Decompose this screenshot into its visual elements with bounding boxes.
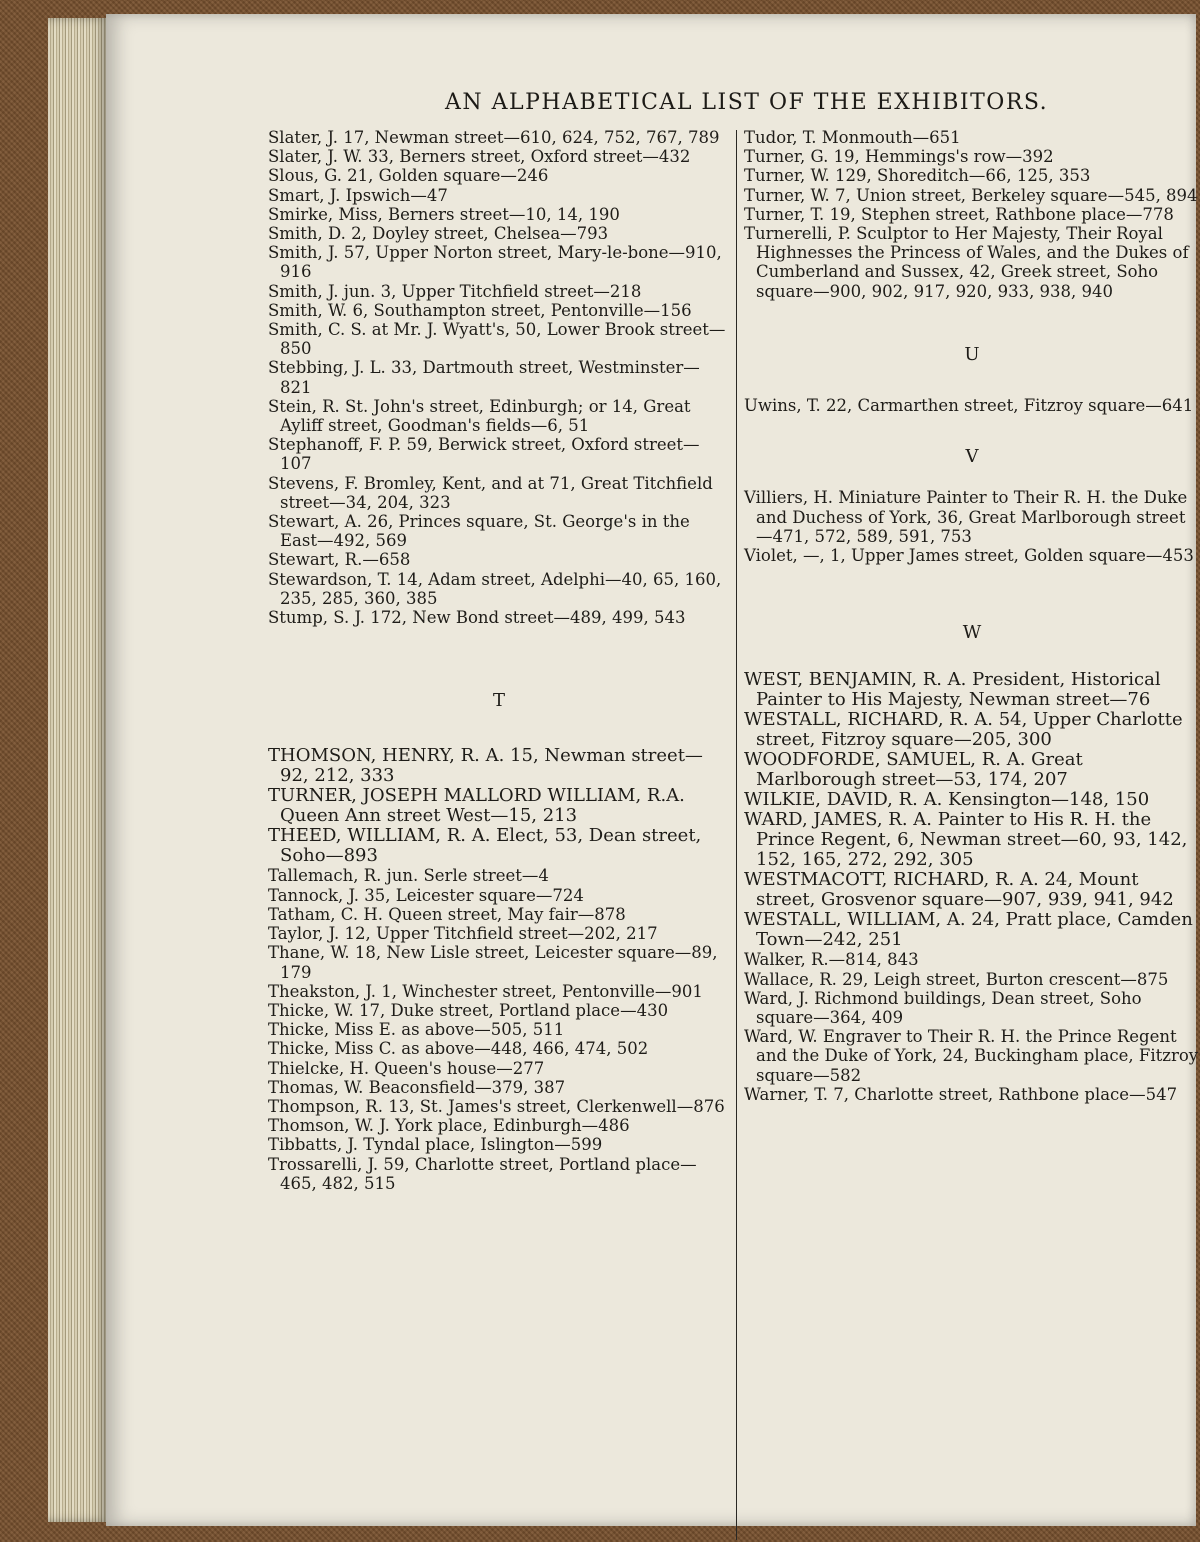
page-edges (48, 18, 108, 1522)
exhibitor-entry: Villiers, H. Miniature Painter to Their R. H. the Duke and Duchess of York, 36, Great Marlborough street—471, 572, 589, 591, 753 (744, 488, 1188, 546)
right-column (744, 128, 1200, 1104)
entries-t-right (744, 128, 1200, 301)
exhibitor-entry: Thane, W. 18, New Lisle street, Leicester square—89, 179 (268, 943, 718, 982)
exhibitor-entry: Trossarelli, J. 59, Charlotte street, Portland place—465, 482, 515 (268, 1154, 697, 1193)
exhibitor-entry: Smith, W. 6, Southampton street, Pentonville—156 (268, 300, 692, 320)
exhibitor-entry: Smith, D. 2, Doyley street, Chelsea—793 (268, 224, 609, 244)
left-column (268, 128, 730, 1193)
exhibitor-entry: Turner, T. 19, Stephen street, Rathbone place—778 (744, 204, 1174, 224)
entries-w (744, 950, 1200, 1104)
exhibitor-entry: Slater, J. 17, Newman street—610, 624, 752, 767, 789 (268, 128, 720, 147)
exhibitor-entry: Tannock, J. 35, Leicester square—724 (268, 885, 584, 905)
exhibitor-entry: Smith, J. 57, Upper Norton street, Mary-le-bone—910, 916 (268, 243, 722, 282)
exhibitor-entry: WESTALL, WILLIAM, A. 24, Pratt place, Camden Town—242, 251 (744, 909, 1193, 951)
exhibitor-entry: Stephanoff, F. P. 59, Berwick street, Oxford street—107 (268, 435, 700, 474)
exhibitor-entry: Slater, J. W. 33, Berners street, Oxford street—432 (268, 147, 691, 167)
spacer (744, 642, 1200, 670)
spacer (268, 710, 730, 746)
spacer (744, 364, 1200, 396)
exhibitor-entry: Stebbing, J. L. 33, Dartmouth street, Westminster—821 (268, 358, 700, 397)
exhibitor-entry: Smith, J. jun. 3, Upper Titchfield street—218 (268, 281, 642, 301)
exhibitor-entry: Slous, G. 21, Golden square—246 (268, 166, 549, 186)
entries-w-academicians (744, 670, 1200, 950)
exhibitor-entry: Theakston, J. 1, Winchester street, Pentonville—901 (268, 981, 703, 1001)
exhibitor-entry: Ward, W. Engraver to Their R. H. the Prince Regent and the Duke of York, 24, Buckingham place, Fitzroy square—582 (744, 1027, 1199, 1085)
exhibitor-entry: Violet, —, 1, Upper James street, Golden square—453 (744, 546, 1194, 566)
exhibitor-entry: Tallemach, R. jun. Serle street—4 (268, 866, 549, 886)
exhibitor-entry: Turner, W. 129, Shoreditch—66, 125, 353 (744, 166, 1091, 186)
exhibitor-entry: Thompson, R. 13, St. James's street, Clerkenwell—876 (268, 1096, 725, 1116)
exhibitor-entry: Thielcke, H. Queen's house—277 (268, 1058, 545, 1078)
section-letter-w: W (962, 622, 982, 644)
spacer (744, 466, 1200, 488)
entries-t-academicians (268, 746, 730, 866)
exhibitor-entry: Stewart, R.—658 (268, 550, 411, 570)
spacer (744, 301, 1200, 345)
exhibitor-entry: Stevens, F. Bromley, Kent, and at 71, Great Titchfield street—34, 204, 323 (268, 473, 713, 512)
exhibitor-entry: Thomson, W. J. York place, Edinburgh—486 (268, 1116, 630, 1136)
exhibitor-entry: Stewart, A. 26, Princes square, St. George's in the East—492, 569 (268, 512, 690, 551)
exhibitor-entry: WESTALL, RICHARD, R. A. 54, Upper Charlotte street, Fitzroy square—205, 300 (744, 709, 1183, 751)
exhibitor-entry: Warner, T. 7, Charlotte street, Rathbone place—547 (744, 1084, 1178, 1104)
entries-s (268, 128, 730, 627)
exhibitor-entry: WARD, JAMES, R. A. Painter to His R. H. the Prince Regent, 6, Newman street—60, 93, 142, 152, 165, 272, 292, 305 (744, 809, 1188, 871)
entries-u (744, 396, 1200, 415)
exhibitor-entry: Turner, W. 7, Union street, Berkeley square—545, 894 (744, 185, 1198, 205)
exhibitor-entry: THEED, WILLIAM, R. A. Elect, 53, Dean street, Soho—893 (268, 825, 702, 867)
exhibitor-entry: WOODFORDE, SAMUEL, R. A. Great Marlborough street—53, 174, 207 (744, 749, 1083, 791)
exhibitor-entry: WILKIE, DAVID, R. A. Kensington—148, 150 (744, 789, 1150, 811)
exhibitor-entry: Thicke, W. 17, Duke street, Portland place—430 (268, 1000, 669, 1020)
exhibitor-entry: Stewardson, T. 14, Adam street, Adelphi—40, 65, 160, 235, 285, 360, 385 (268, 569, 722, 608)
exhibitor-entry: Turnerelli, P. Sculptor to Her Majesty, Their Royal Highnesses the Princess of Wales, and the Dukes of Cumberland and Sussex, 42, Greek street, Soho square—900, 902, 917, 920, 933, 938, 940 (744, 224, 1189, 301)
exhibitor-entry: Smart, J. Ipswich—47 (268, 185, 448, 205)
exhibitor-entry: Tatham, C. H. Queen street, May fair—878 (268, 904, 626, 924)
exhibitor-entry: WEST, BENJAMIN, R. A. President, Historical Painter to His Majesty, Newman street—76 (744, 669, 1161, 711)
entries-v (744, 488, 1200, 565)
exhibitor-entry: Smirke, Miss, Berners street—10, 14, 190 (268, 204, 620, 224)
exhibitor-entry: Uwins, T. 22, Carmarthen street, Fitzroy square—641 (744, 396, 1194, 416)
exhibitor-entry: Walker, R.—814, 843 (744, 950, 919, 970)
section-letter-u: U (964, 343, 980, 365)
exhibitor-entry: THOMSON, HENRY, R. A. 15, Newman street—92, 212, 333 (268, 745, 703, 787)
exhibitor-entry: Taylor, J. 12, Upper Titchfield street—202, 217 (268, 924, 658, 944)
column-divider (736, 130, 737, 1540)
exhibitor-entry: Ward, J. Richmond buildings, Dean street, Soho square—364, 409 (744, 988, 1142, 1028)
spacer (268, 627, 730, 691)
exhibitor-entry: Turner, G. 19, Hemmings's row—392 (744, 147, 1054, 167)
exhibitor-entry: Smith, C. S. at Mr. J. Wyatt's, 50, Lower Brook street—850 (268, 320, 726, 359)
exhibitor-entry: WESTMACOTT, RICHARD, R. A. 24, Mount street, Grosvenor square—907, 939, 941, 942 (744, 869, 1174, 911)
exhibitor-entry: Stump, S. J. 172, New Bond street—489, 499, 543 (268, 608, 686, 628)
entries-t (268, 866, 730, 1192)
exhibitor-entry: Thomas, W. Beaconsfield—379, 387 (268, 1077, 566, 1097)
section-letter-v: V (965, 446, 979, 468)
exhibitor-entry: Stein, R. St. John's street, Edinburgh; or 14, Great Ayliff street, Goodman's fields—6, 51 (268, 396, 691, 436)
exhibitor-entry: Thicke, Miss E. as above—505, 511 (268, 1020, 565, 1040)
exhibitor-entry: Wallace, R. 29, Leigh street, Burton crescent—875 (744, 969, 1169, 989)
exhibitor-entry: Tibbatts, J. Tyndal place, Islington—599 (268, 1135, 603, 1155)
exhibitor-entry: Thicke, Miss C. as above—448, 466, 474, 502 (268, 1039, 649, 1059)
spacer (744, 565, 1200, 623)
exhibitor-entry: TURNER, JOSEPH MALLORD WILLIAM, R.A. Queen Ann street West—15, 213 (268, 785, 685, 827)
exhibitor-entry: Tudor, T. Monmouth—651 (744, 128, 961, 147)
spacer (744, 415, 1200, 447)
section-letter-t: T (492, 690, 505, 712)
page-header: AN ALPHABETICAL LIST OF THE EXHIBITORS. (445, 90, 1049, 115)
